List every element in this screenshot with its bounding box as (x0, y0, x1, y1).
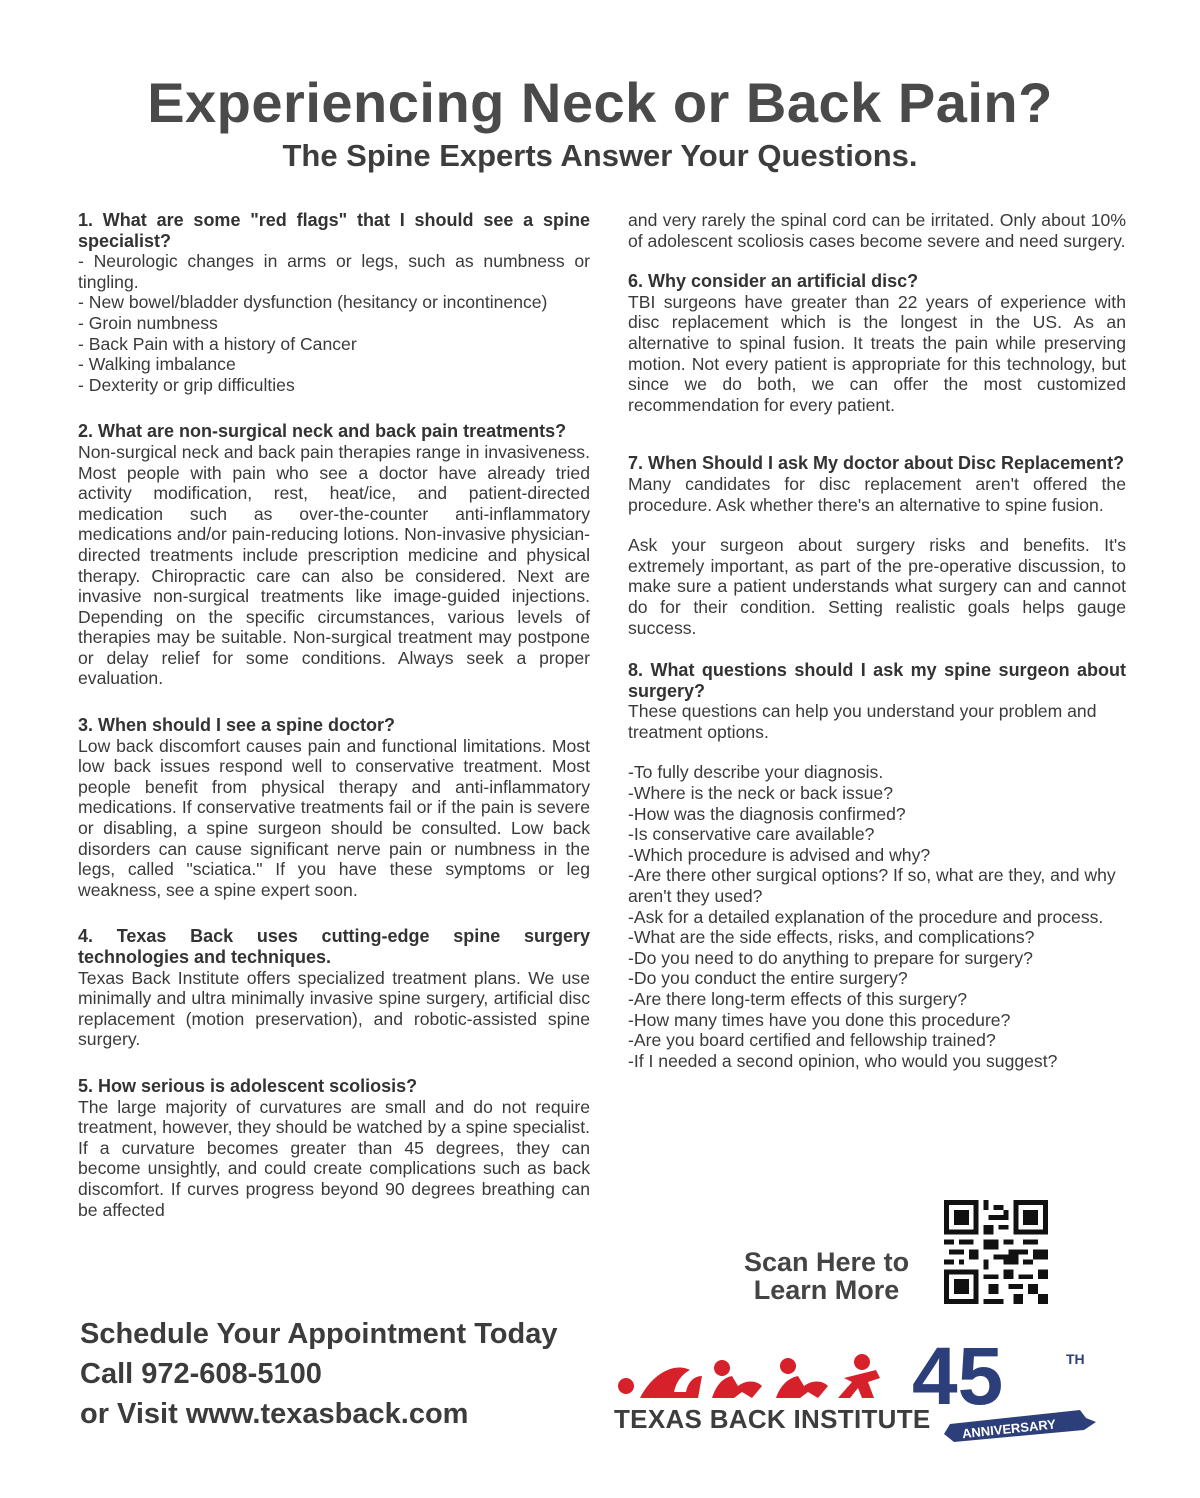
answer-text: and very rarely the spinal cord can be irritated. Only about 10% of adolescent scoliosis cases become severe and need surgery. (628, 210, 1126, 251)
section-artificial-disc (628, 271, 1126, 415)
logo-superscript: TH (1066, 1351, 1085, 1367)
question-heading: 1. What are some "red flags" that I should see a spine specialist? (78, 210, 590, 251)
section-surgeon-questions (628, 660, 1126, 1071)
answer-text: Non-surgical neck and back pain therapies range in invasiveness. Most people with pain who see a doctor have already tried activity modification, rest, heat/ice, and patient-directed medication such as over-the-counter anti-inflammatory medications and/or pain-reducing lotions. Non-invasive physician-directed treatments include prescription medicine and physical therapy. Chiropractic care can also be considered. Next are invasive non-surgical treatments like image-guided injections. Depending on the specific circumstances, various levels of therapies may be suitable. Non-surgical treatment may postpone or delay relief for some conditions. Always seek a proper evaluation. (78, 441, 590, 689)
list-item: -Do you need to do anything to prepare for surgery? (628, 947, 1033, 968)
list-item: -Are you board certified and fellowship trained? (628, 1030, 996, 1051)
list-item: -What are the side effects, risks, and complications? (628, 927, 1035, 948)
answer-text: TBI surgeons have greater than 22 years of experience with disc replacement which is the longest in the US. As an alternative to spinal fusion. It treats the pain while preserving motion. Not every patient is appropriate for this technology, but since we do both, we can offer the most customized recommendation for every patient. (628, 291, 1126, 415)
call-to-action (80, 1314, 557, 1434)
institute-name: TEXAS BACK INSTITUTE (614, 1404, 931, 1434)
list-item: -Where is the neck or back issue? (628, 783, 893, 804)
list-item: - Back Pain with a history of Cancer (78, 333, 357, 354)
answer-text: Low back discomfort causes pain and functional limitations. Most low back issues respond well to conservative treatment. Most people benefit from physical therapy and anti-inflammatory medications. If conservative treatments fail or if the pain is severe or disabling, a spine surgeon should be consulted. Low back disorders can cause significant nerve pain or numbness in the legs, called "sciatica." If you have these symptoms or leg weakness, see a spine expert soon. (78, 735, 590, 900)
section-scoliosis-continued (628, 210, 1126, 251)
section-disc-replacement (628, 453, 1126, 638)
qr-code[interactable] (944, 1200, 1048, 1304)
page-title: Experiencing Neck or Back Pain? (147, 71, 1053, 134)
list-item: - New bowel/bladder dysfunction (hesitancy or incontinence) (78, 292, 548, 313)
list-item: -Is conservative care available? (628, 824, 875, 845)
section-red-flags (78, 210, 590, 395)
list-item: - Groin numbness (78, 312, 218, 333)
answer-text: Texas Back Institute offers specialized treatment plans. We use minimally and ultra minimally invasive spine surgery, artificial disc replacement (motion preservation), and robotic-assisted spine surgery. (78, 967, 590, 1050)
section-see-doctor (78, 715, 590, 900)
answer-text: Many candidates for disc replacement aren't offered the procedure. Ask whether there's an alternative to spine fusion. (628, 473, 1126, 515)
scan-prompt (744, 1248, 909, 1304)
list-item: -How was the diagnosis confirmed? (628, 803, 906, 824)
logo-figures-icon (618, 1354, 880, 1398)
list-item: -Are there long-term effects of this surgery? (628, 989, 967, 1009)
answer-text: The large majority of curvatures are small and do not require treatment, however, they should be watched by a spine specialist. If a curvature becomes greater than 45 degrees, they can become unsightly, and could create complications such as back discomfort. If curves progress beyond 90 degrees breathing can be affected (78, 1096, 590, 1220)
cta-website[interactable]: or Visit www.texasback.com (80, 1398, 469, 1430)
list-item: - Dexterity or grip difficulties (78, 374, 295, 395)
question-heading: 7. When Should I ask My doctor about Disc Replacement? (628, 453, 1125, 474)
section-scoliosis (78, 1076, 590, 1220)
logo-number: 45 (912, 1331, 1004, 1422)
list-item: -Do you conduct the entire surgery? (628, 968, 908, 989)
list-item: -Which procedure is advised and why? (628, 844, 931, 865)
question-heading: 8. What questions should I ask my spine surgeon about surgery? (628, 660, 1126, 701)
scan-line: Scan Here to (744, 1247, 910, 1277)
section-technologies (78, 926, 590, 1050)
question-heading: 4. Texas Back uses cutting-edge spine surgery technologies and techniques. (78, 926, 590, 967)
list-item: -How many times have you done this procedure? (628, 1009, 1011, 1030)
question-heading: 6. Why consider an artificial disc? (628, 271, 919, 292)
list-item: -To fully describe your diagnosis. (628, 762, 884, 783)
question-heading: 2. What are non-surgical neck and back pain treatments? (78, 421, 567, 442)
right-column (628, 210, 1126, 1089)
left-column (78, 210, 590, 1238)
question-heading: 3. When should I see a spine doctor? (78, 715, 396, 736)
cta-schedule: Schedule Your Appointment Today (80, 1318, 558, 1350)
list-item: -If I needed a second opinion, who would you suggest? (628, 1050, 1058, 1071)
list-item: -Ask for a detailed explanation of the procedure and process. (628, 906, 1104, 927)
section-non-surgical (78, 421, 590, 689)
answer-text: Ask your surgeon about surgery risks and benefits. It's extremely important, as part of the pre-operative discussion, to make sure a patient understands what surgery can and cannot do for their condition. Setting realistic goals helps gauge success. (628, 535, 1126, 638)
answer-text: These questions can help you understand your problem and treatment options. (628, 701, 1097, 742)
list-item: - Neurologic changes in arms or legs, such as numbness or tingling. (78, 251, 590, 292)
cta-phone[interactable]: Call 972-608-5100 (80, 1358, 322, 1390)
logo-ribbon: ANNIVERSARY (961, 1416, 1057, 1442)
scan-line: Learn More (753, 1275, 900, 1305)
list-item: - Walking imbalance (78, 354, 236, 375)
page-subtitle: The Spine Experts Answer Your Questions. (282, 138, 918, 173)
question-heading: 5. How serious is adolescent scoliosis? (78, 1075, 418, 1096)
list-item: -Are there other surgical options? If so, what are they, and why aren't they used? (628, 865, 1116, 907)
